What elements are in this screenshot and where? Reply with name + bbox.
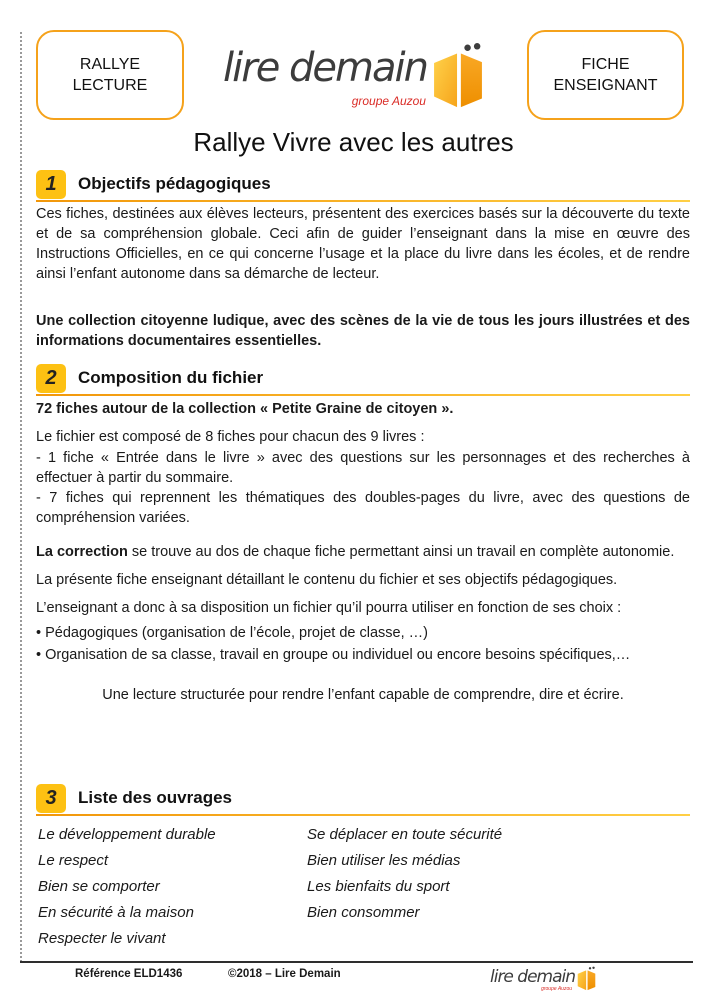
book-list-column-2 xyxy=(307,822,502,926)
book-title: Bien se comporter xyxy=(38,878,160,895)
logo-group xyxy=(223,30,484,109)
composition-items xyxy=(36,448,690,528)
rallye-lecture-line1: RALLYE xyxy=(79,56,141,73)
book-title: Le respect xyxy=(38,852,109,869)
open-book-icon xyxy=(577,966,596,991)
footer-lire-demain-logo xyxy=(490,963,596,991)
choices-intro: L’enseignant a donc à sa disposition un fichier qu’il pourra utiliser en fonction de ses choix : xyxy=(36,600,622,616)
footer-copyright: ©2018 – Lire Demain xyxy=(228,968,341,980)
fiche-enseignant-line1: FICHE xyxy=(581,56,630,73)
book-title: Bien consommer xyxy=(307,904,420,921)
section-1-number-badge: 1 xyxy=(36,170,66,199)
correction-note xyxy=(36,542,690,562)
footer-logo-wordmark: lire demain xyxy=(490,967,576,987)
section-3-number-badge: 3 xyxy=(36,784,66,813)
fiche-enseignant-line2: ENSEIGNANT xyxy=(553,77,658,94)
footer-logo-subtitle: groupe Auzou xyxy=(541,986,573,992)
teacher-note: La présente fiche enseignant détaillant le contenu du fichier et ses objectifs pédagogiques. xyxy=(36,572,618,588)
fiche-enseignant-box xyxy=(527,30,684,120)
open-book-icon xyxy=(432,42,484,109)
footer-logo-group xyxy=(490,963,596,991)
book-title: Le développement durable xyxy=(38,826,216,843)
section-3-title: Liste des ouvrages xyxy=(78,788,233,807)
book-list-column-1 xyxy=(38,822,216,952)
page-title: Rallye Vivre avec les autres xyxy=(193,127,514,157)
book-title: En sécurité à la maison xyxy=(38,904,194,921)
section-3-header xyxy=(36,784,690,814)
book-title: Respecter le vivant xyxy=(38,930,166,947)
correction-lead: La correction xyxy=(36,544,128,560)
book-title: Se déplacer en toute sécurité xyxy=(307,826,503,843)
closing-sentence: Une lecture structurée pour rendre l’enfant capable de comprendre, dire et écrire. xyxy=(102,687,624,703)
logo-subtitle: groupe Auzou xyxy=(351,94,426,108)
section-2-header xyxy=(36,364,690,394)
composition-item: - 7 fiches qui reprennent les thématiques des doubles-pages du livre, avec des questions de compréhension variées. xyxy=(36,490,690,526)
composition-intro: Le fichier est composé de 8 fiches pour chacun des 9 livres : xyxy=(36,429,425,445)
section-2-number-badge: 2 xyxy=(36,364,66,393)
section-2-title: Composition du fichier xyxy=(78,368,264,387)
choice-item: • Pédagogiques (organisation de l’école, projet de classe, …) xyxy=(36,625,428,641)
collection-highlight: Une collection citoyenne ludique, avec des scènes de la vie de tous les jours illustrées et des informations documentaires essentielles. xyxy=(36,313,690,349)
choice-item: • Organisation de sa classe, travail en groupe ou individuel ou encore besoins spécifiques,… xyxy=(36,647,631,663)
book-title: Bien utiliser les médias xyxy=(307,852,461,869)
section-1-title: Objectifs pédagogiques xyxy=(78,174,271,193)
section-1-header xyxy=(36,170,690,200)
rallye-lecture-line2: LECTURE xyxy=(72,77,148,94)
correction-rest: se trouve au dos de chaque fiche permettant ainsi un travail en complète autonomie. xyxy=(127,544,675,560)
book-title: Les bienfaits du sport xyxy=(307,878,450,895)
collection-count-line: 72 fiches autour de la collection « Petite Graine de citoyen ». xyxy=(36,401,454,417)
footer-reference: Référence ELD1436 xyxy=(75,968,183,980)
composition-item: - 1 fiche « Entrée dans le livre » avec des questions sur les personnages et des recherches à effectuer à partir du sommaire. xyxy=(36,450,690,486)
logo-wordmark: lire demain xyxy=(223,45,427,91)
objectifs-paragraph: Ces fiches, destinées aux élèves lecteurs, présentent des exercices basés sur la découverte du texte et de sa compréhension globale. Ceci afin de guider l’enseignant dans la mise en œuvre des Instructions Officielles, en ce qui concerne l’usage et la place du livre dans les écoles, et de rendre ainsi l’enfant autonome dans sa démarche de lecteur. xyxy=(36,206,690,282)
cut-line xyxy=(20,32,22,962)
